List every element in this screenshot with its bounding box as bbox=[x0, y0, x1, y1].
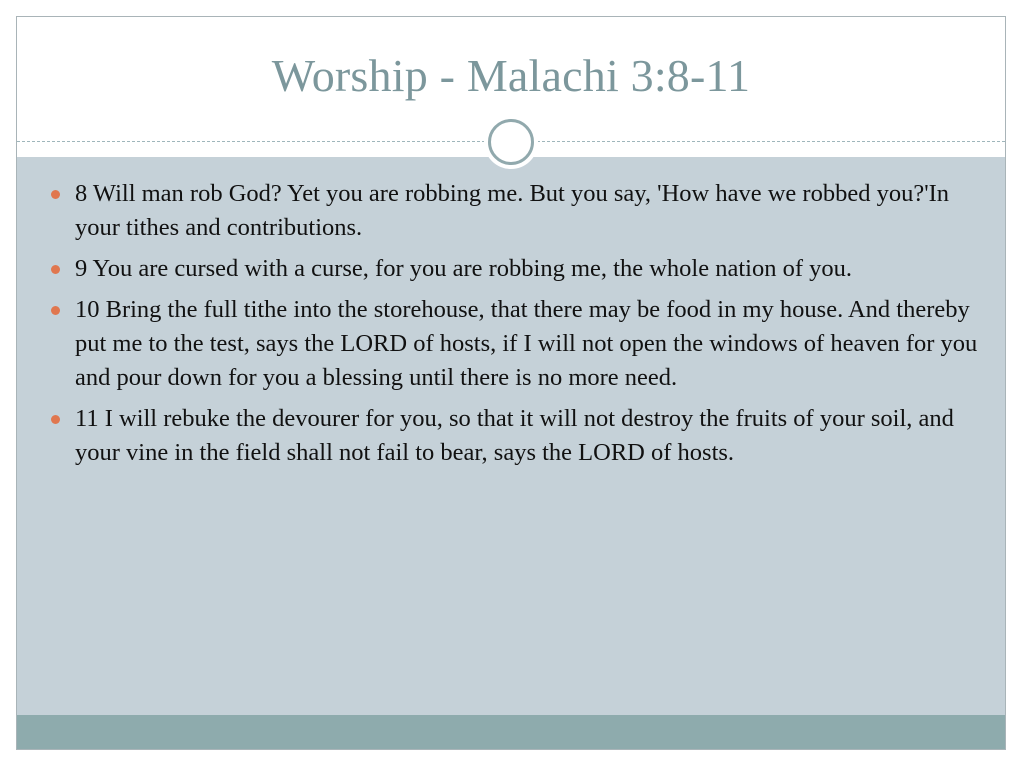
list-item bbox=[47, 177, 982, 245]
verse-text: 10 Bring the full tithe into the storehouse, that there may be food in my house. And thereby put me to the test, says the LORD of hosts, if I will not open the windows of heaven for you and pour down for you a blessing until there is no more need. bbox=[75, 296, 978, 391]
verse-text: 11 I will rebuke the devourer for you, so that it will not destroy the fruits of your soil, and your vine in the field shall not fail to bear, says the LORD of hosts. bbox=[75, 405, 954, 466]
bullet-icon bbox=[51, 306, 60, 315]
list-item bbox=[47, 252, 982, 286]
list-item bbox=[47, 293, 982, 395]
verse-text: 8 Will man rob God? Yet you are robbing me. But you say, 'How have we robbed you?'In your tithes and contributions. bbox=[75, 180, 950, 241]
circle-ornament-icon bbox=[484, 115, 538, 169]
bullet-icon bbox=[51, 415, 60, 424]
verse-list bbox=[47, 177, 982, 477]
ring-icon bbox=[488, 119, 534, 165]
footer-band bbox=[17, 715, 1005, 750]
slide bbox=[16, 16, 1006, 750]
slide-title: Worship - Malachi 3:8-11 bbox=[271, 50, 751, 101]
content-area bbox=[17, 157, 1005, 715]
list-item bbox=[47, 402, 982, 470]
verse-text: 9 You are cursed with a curse, for you are robbing me, the whole nation of you. bbox=[75, 255, 853, 282]
bullet-icon bbox=[51, 265, 60, 274]
bullet-icon bbox=[51, 190, 60, 199]
